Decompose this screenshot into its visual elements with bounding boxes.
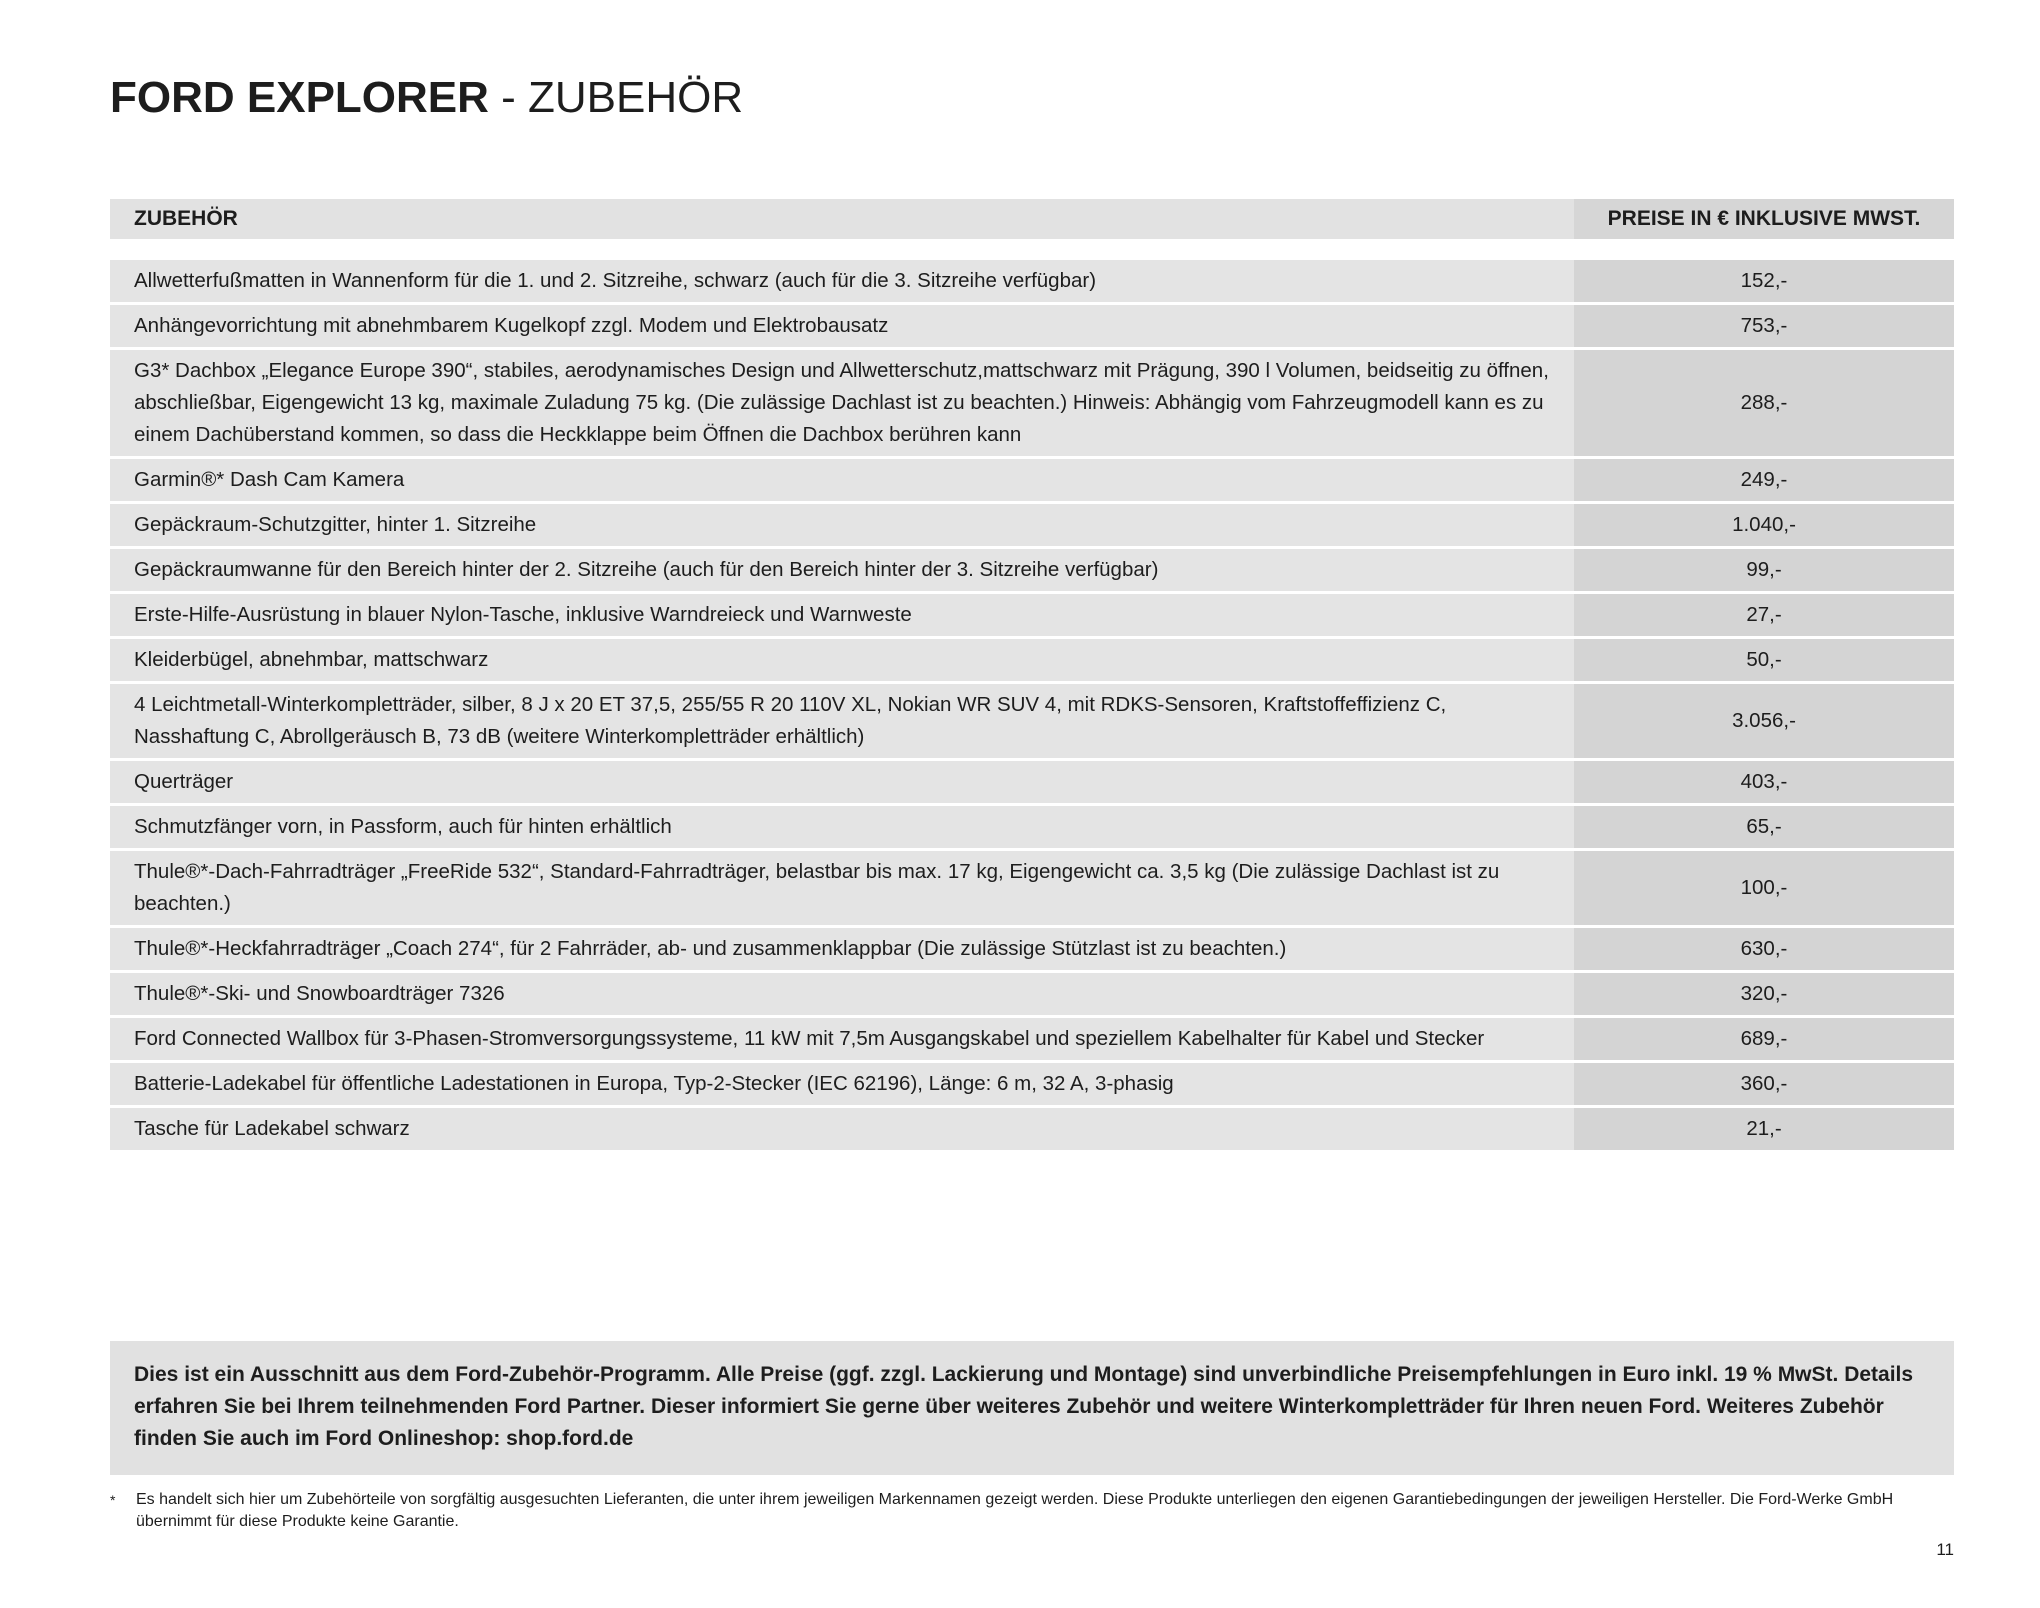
table-row (110, 973, 1954, 1015)
row-item-price: 3.056,- (1574, 684, 1954, 758)
row-item-price: 320,- (1574, 973, 1954, 1015)
row-item-description: G3* Dachbox „Elegance Europe 390“, stabiles, aerodynamisches Design und Allwetterschutz,mattschwarz mit Prägung, 390 l Volumen, beidseitig zu öffnen, abschließbar, Eigengewicht 13 kg, maximale Zuladung 75 kg. (Die zulässige Dachlast ist zu beachten.) Hinweis: Abhängig vom Fahrzeugmodell kann es zu einem Dachüberstand kommen, so dass die Heckklappe beim Öffnen die Dachbox berühren kann (110, 350, 1574, 456)
row-item-description: Allwetterfußmatten in Wannenform für die 1. und 2. Sitzreihe, schwarz (auch für die 3. Sitzreihe verfügbar) (110, 260, 1574, 302)
row-item-price: 65,- (1574, 806, 1954, 848)
table-row (110, 1018, 1954, 1060)
accessories-table (110, 199, 1954, 1153)
table-row (110, 549, 1954, 591)
table-row (110, 504, 1954, 546)
row-item-price: 689,- (1574, 1018, 1954, 1060)
table-row (110, 594, 1954, 636)
row-item-description: Gepäckraumwanne für den Bereich hinter der 2. Sitzreihe (auch für den Bereich hinter der 3. Sitzreihe verfügbar) (110, 549, 1574, 591)
table-row (110, 806, 1954, 848)
table-row (110, 639, 1954, 681)
table-row (110, 1108, 1954, 1150)
row-item-description: Thule®*-Dach-Fahrradträger „FreeRide 532“, Standard-Fahrradträger, belastbar bis max. 17 kg, Eigengewicht ca. 3,5 kg (Die zulässige Dachlast ist zu beachten.) (110, 851, 1574, 925)
title-separator: - (488, 73, 529, 122)
row-item-price: 99,- (1574, 549, 1954, 591)
table-row (110, 684, 1954, 758)
row-item-description: Kleiderbügel, abnehmbar, mattschwarz (110, 639, 1574, 681)
row-item-description: Batterie-Ladekabel für öffentliche Ladestationen in Europa, Typ-2-Stecker (IEC 62196), Länge: 6 m, 32 A, 3-phasig (110, 1063, 1574, 1105)
row-item-price: 27,- (1574, 594, 1954, 636)
info-note: Dies ist ein Ausschnitt aus dem Ford-Zubehör-Programm. Alle Preise (ggf. zzgl. Lackierung und Montage) sind unverbindliche Preisempfehlungen in Euro inkl. 19 % MwSt. Details erfahren Sie bei Ihrem teilnehmenden Ford Partner. Dieser informiert Sie gerne über weiteres Zubehör und weitere Winterkompletträder für Ihren neuen Ford. Weiteres Zubehör finden Sie auch im Ford Onlineshop: shop.ford.de (110, 1341, 1954, 1475)
table-row (110, 851, 1954, 925)
page-number: 11 (1936, 1540, 1954, 1559)
table-row (110, 1063, 1954, 1105)
footnote (110, 1489, 1954, 1533)
row-item-description: Gepäckraum-Schutzgitter, hinter 1. Sitzreihe (110, 504, 1574, 546)
footnote-marker: * (110, 1492, 116, 1508)
title-brand: FORD EXPLORER (110, 73, 489, 122)
row-item-description: Erste-Hilfe-Ausrüstung in blauer Nylon-Tasche, inklusive Warndreieck und Warnweste (110, 594, 1574, 636)
table-row (110, 928, 1954, 970)
row-item-description: Schmutzfänger vorn, in Passform, auch für hinten erhältlich (110, 806, 1574, 848)
row-item-description: Garmin®* Dash Cam Kamera (110, 459, 1574, 501)
row-item-price: 21,- (1574, 1108, 1954, 1150)
title-subtitle: ZUBEHÖR (528, 73, 744, 122)
footnote-text: Es handelt sich hier um Zubehörteile von sorgfältig ausgesuchten Lieferanten, die unter ihrem jeweiligen Markennamen gezeigt werden. Diese Produkte unterliegen den eigenen Garantiebedingungen der jeweiligen Hersteller. Die Ford-Werke GmbH übernimmt für diese Produkte keine Garantie. (136, 1491, 1894, 1530)
row-item-description: Thule®*-Heckfahrradträger „Coach 274“, für 2 Fahrräder, ab- und zusammenklappbar (Die zulässige Stützlast ist zu beachten.) (110, 928, 1574, 970)
row-item-price: 50,- (1574, 639, 1954, 681)
table-header (110, 199, 1954, 239)
table-row (110, 350, 1954, 456)
row-item-description: Anhängevorrichtung mit abnehmbarem Kugelkopf zzgl. Modem und Elektrobausatz (110, 305, 1574, 347)
row-item-price: 630,- (1574, 928, 1954, 970)
row-item-price: 100,- (1574, 851, 1954, 925)
table-spacer (110, 239, 1954, 260)
row-item-description: Querträger (110, 761, 1574, 803)
row-item-price: 288,- (1574, 350, 1954, 456)
row-item-price: 753,- (1574, 305, 1954, 347)
row-item-description: Thule®*-Ski- und Snowboardträger 7326 (110, 973, 1574, 1015)
row-item-price: 1.040,- (1574, 504, 1954, 546)
column-header-price: PREISE IN € INKLUSIVE MWST. (1574, 199, 1954, 239)
row-item-description: Tasche für Ladekabel schwarz (110, 1108, 1574, 1150)
row-item-description: 4 Leichtmetall-Winterkompletträder, silber, 8 J x 20 ET 37,5, 255/55 R 20 110V XL, Nokian WR SUV 4, mit RDKS-Sensoren, Kraftstoffeffizienz C, Nasshaftung C, Abrollgeräusch B, 73 dB (weitere Winterkompletträder erhältlich) (110, 684, 1574, 758)
row-item-price: 249,- (1574, 459, 1954, 501)
row-item-price: 152,- (1574, 260, 1954, 302)
table-row (110, 459, 1954, 501)
row-item-price: 360,- (1574, 1063, 1954, 1105)
row-item-description: Ford Connected Wallbox für 3-Phasen-Stromversorgungssysteme, 11 kW mit 7,5m Ausgangskabel und speziellem Kabelhalter für Kabel und Stecker (110, 1018, 1574, 1060)
table-row (110, 761, 1954, 803)
table-body (110, 260, 1954, 1150)
table-row (110, 260, 1954, 302)
table-row (110, 305, 1954, 347)
page-title (110, 70, 743, 126)
column-header-item: ZUBEHÖR (134, 207, 238, 230)
row-item-price: 403,- (1574, 761, 1954, 803)
